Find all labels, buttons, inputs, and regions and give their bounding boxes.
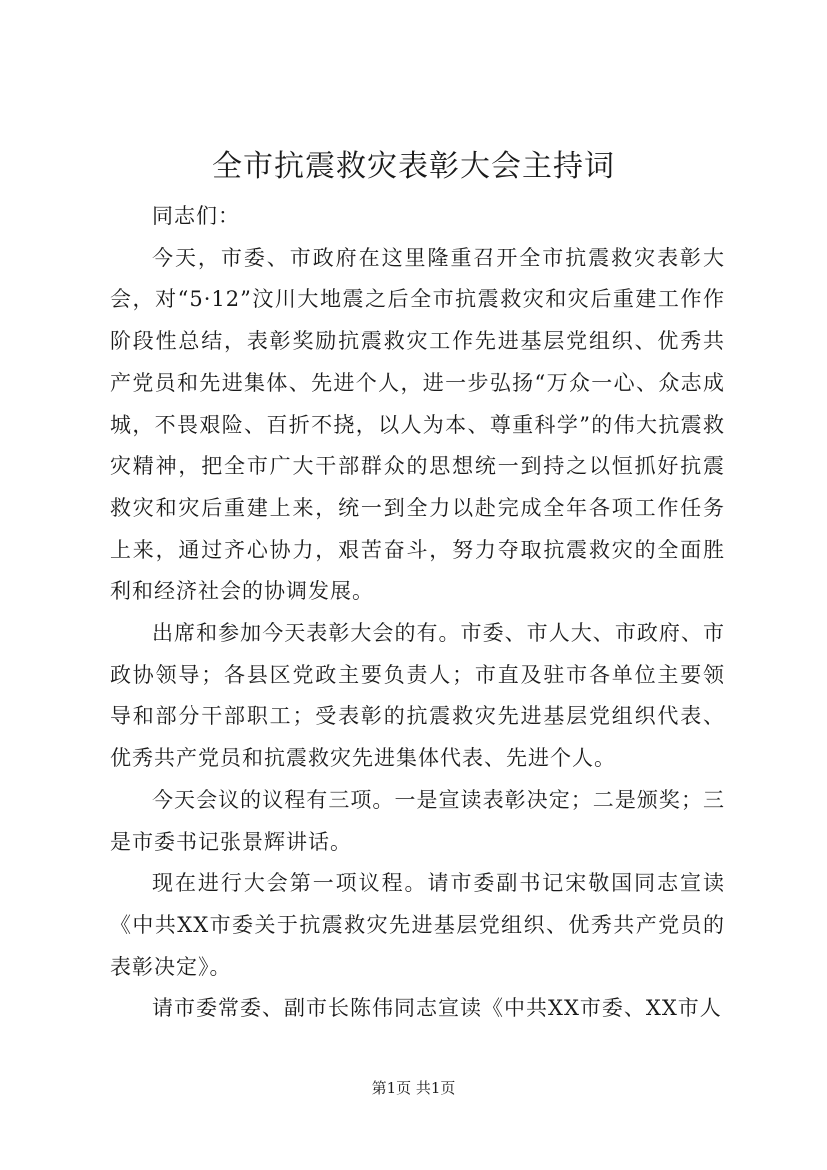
document-title: 全市抗震救灾表彰大会主持词 [212, 149, 615, 184]
paragraph: 出席和参加今天表彰大会的有。市委、市人大、市政府、市政协领导；各县区党政主要负责人；市直及驻市各单位主要领导和部分干部职工；受表彰的抗震救灾先进基层党组织代表、优秀共产党员和抗震救灾先进集体代表、先进个人。 [110, 621, 725, 771]
paragraph: 今天，市委、市政府在这里隆重召开全市抗震救灾表彰大会，对“5·12”汶川大地震之后全市抗震救灾和灾后重建工作作阶段性总结，表彰奖励抗震救灾工作先进基层党组织、优秀共产党员和先进集体、先进个人，进一步弘扬“万众一心、众志成城，不畏艰险、百折不挠，以人为本、尊重科学”的伟大抗震救灾精神，把全市广大干部群众的思想统一到持之以恒抓好抗震救灾和灾后重建上来，统一到全力以赴完成全年各项工作任务上来，通过齐心协力，艰苦奋斗，努力夺取抗震救灾的全面胜利和经济社会的协调发展。 [110, 245, 725, 604]
paragraph: 现在进行大会第一项议程。请市委副书记宋敬国同志宣读《中共XX市委关于抗震救灾先进基层党组织、优秀共产党员的表彰决定》。 [110, 871, 725, 979]
paragraph: 请市委常委、副市长陈伟同志宣读《中共XX市委、XX市人 [152, 996, 722, 1021]
page-footer: 第1页 共1页 [371, 1079, 456, 1097]
paragraph: 今天会议的议程有三项。一是宣读表彰决定；二是颁奖；三是市委书记张景辉讲话。 [110, 787, 725, 854]
salutation: 同志们： [152, 204, 240, 228]
document-body [110, 196, 725, 1030]
